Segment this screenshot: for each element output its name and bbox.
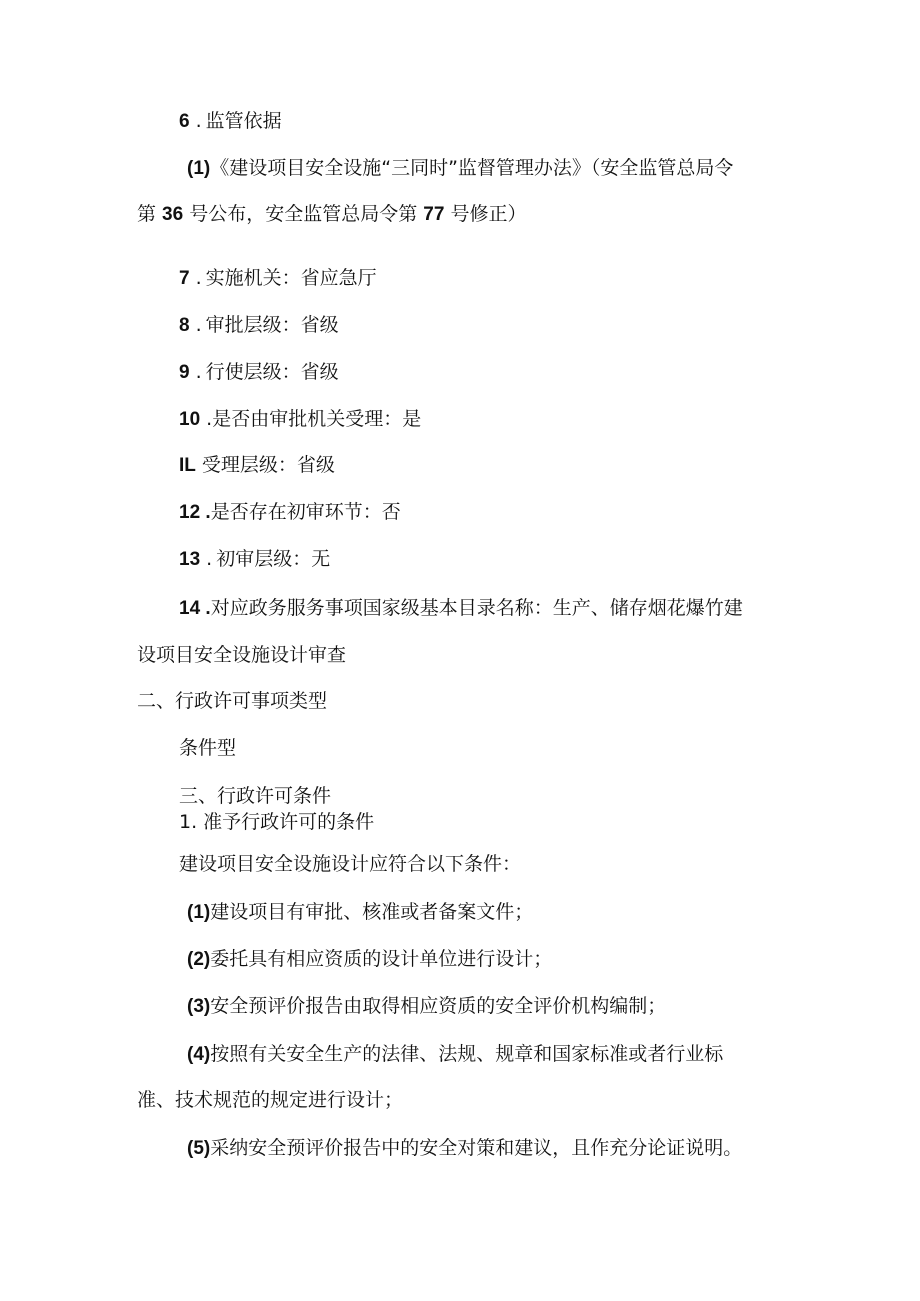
item-6 [179,108,282,135]
item-text: 监管依据 [205,110,282,132]
item-number: 6 [179,111,190,132]
item-text: 是否由审批机关受理：是 [212,408,422,430]
item-number: 14 [179,598,201,619]
item-6-1-line-2 [137,201,526,228]
condition-1 [187,899,533,926]
item-11 [179,452,335,479]
section-2-heading: 二、行政许可事项类型 [137,690,328,712]
section-3-intro: 建设项目安全设施设计应符合以下条件： [179,853,522,875]
item-8 [179,312,339,339]
condition-4-line-1 [187,1041,723,1068]
item-separator: . [189,267,202,289]
condition-number: (5) [187,1138,211,1159]
condition-4-line-2 [137,1087,403,1113]
item-text: 受理层级：省级 [195,454,335,476]
condition-2 [187,946,552,973]
item-14-line-1 [179,595,743,622]
item-text: 审批层级：省级 [205,314,339,336]
item-number: 9 [179,362,190,383]
section-3-subheading: 1. 准予行政许可的条件 [179,811,375,833]
item-number: IL [179,455,196,476]
condition-number: (2) [187,949,211,970]
section-2-body: 条件型 [179,737,237,759]
item-text: 实施机关：省应急厅 [205,267,377,289]
item-6-1-line-1 [187,155,733,182]
condition-number: (1) [187,902,211,923]
item-12 [179,499,401,526]
item-text: 《建设项目安全设施“三同时”监督管理办法》（安全监管总局令 [210,157,734,179]
item-separator: . [189,110,202,132]
condition-text: 准、技术规范的规定进行设计； [137,1089,404,1111]
condition-text: 采纳安全预评价报告中的安全对策和建议，且作充分论证说明。 [210,1137,743,1159]
item-text: 初审层级：无 [216,548,331,570]
item-number: 10 [179,409,201,430]
item-text: 号公布，安全监管总局令第 [183,203,424,225]
item-text: 设项目安全设施设计审查 [137,644,347,666]
item-text: 对应政务服务事项国家级基本目录名称：生产、储存烟花爆竹建 [210,597,743,619]
item-9 [179,359,339,386]
item-separator: . [200,502,211,523]
condition-text: 建设项目有审批、核准或者备案文件； [210,901,534,923]
condition-text: 安全预评价报告由取得相应资质的安全评价机构编制； [210,995,667,1017]
item-number: 7 [179,268,190,289]
item-text: 是否存在初审环节：否 [210,501,401,523]
condition-5 [187,1135,742,1162]
condition-text: 按照有关安全生产的法律、法规、规章和国家标准或者行业标 [210,1043,724,1065]
item-separator: . [200,408,213,430]
item-separator: . [189,314,202,336]
condition-number: (3) [187,996,211,1017]
condition-number: (4) [187,1044,211,1065]
order-number: 77 [423,204,445,225]
item-7 [179,265,377,292]
item-number: 12 [179,502,201,523]
item-number: 13 [179,549,201,570]
order-number: 36 [162,204,184,225]
item-number: 8 [179,315,190,336]
item-10 [179,406,421,433]
item-separator: . [200,598,211,619]
item-text: 行使层级：省级 [205,361,339,383]
condition-3 [187,993,666,1020]
item-number: (1) [187,158,211,179]
item-text: 第 [137,203,163,225]
item-14-line-2 [137,642,346,668]
item-text: 号修正） [444,203,527,225]
section-3-heading: 三、行政许可条件 [179,785,332,807]
item-separator: . [200,548,213,570]
item-13 [179,546,330,573]
condition-text: 委托具有相应资质的设计单位进行设计； [210,948,553,970]
item-separator: . [189,361,202,383]
